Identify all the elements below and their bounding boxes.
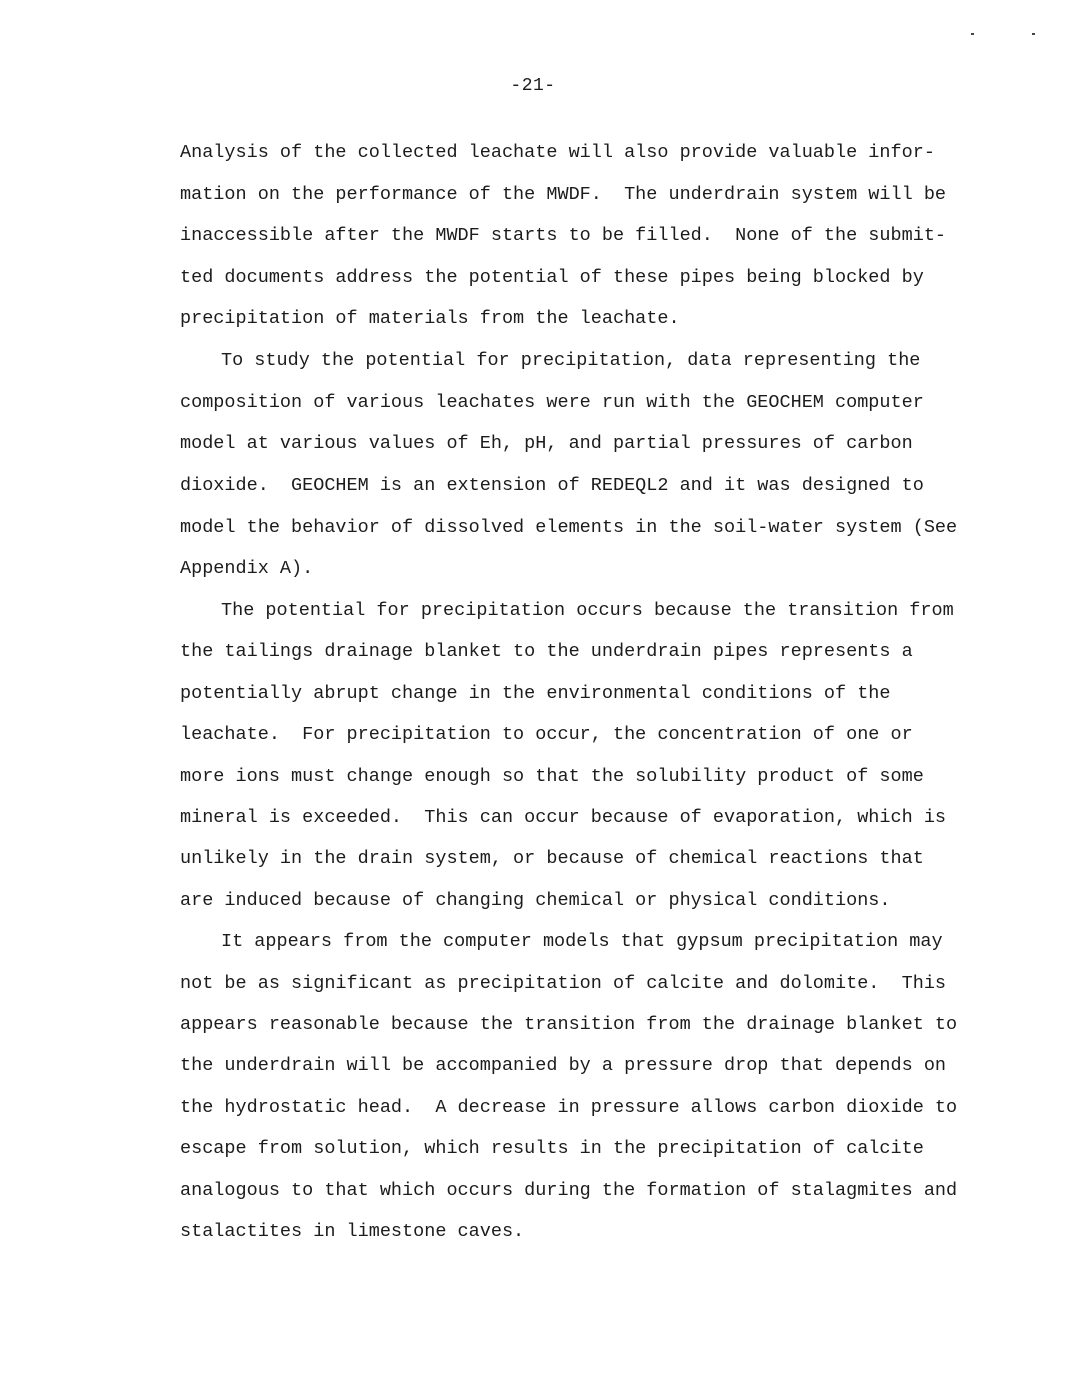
body-line: Appendix A). <box>180 558 314 579</box>
body-line: Analysis of the collected leachate will also provide valuable infor- <box>180 142 935 163</box>
body-line: model the behavior of dissolved elements in the soil-water system (See <box>180 517 958 538</box>
body-line: more ions must change enough so that the solubility product of some <box>180 766 924 787</box>
body-line: are induced because of changing chemical or physical conditions. <box>180 890 891 911</box>
body-line: ted documents address the potential of these pipes being blocked by <box>180 267 924 288</box>
body-line: not be as significant as precipitation of calcite and dolomite. This <box>180 973 947 994</box>
body-line: escape from solution, which results in the precipitation of calcite <box>180 1138 924 1159</box>
body-line: model at various values of Eh, pH, and partial pressures of carbon <box>180 433 913 454</box>
body-line: unlikely in the drain system, or because of chemical reactions that <box>180 848 924 869</box>
body-line: dioxide. GEOCHEM is an extension of REDEQL2 and it was designed to <box>180 475 924 496</box>
body-line: mation on the performance of the MWDF. The underdrain system will be <box>180 184 947 205</box>
page-number: -21- <box>510 76 556 96</box>
body-line: composition of various leachates were run with the GEOCHEM computer <box>180 392 924 413</box>
body-line: The potential for precipitation occurs because the transition from <box>221 600 954 621</box>
body-line: the underdrain will be accompanied by a pressure drop that depends on <box>180 1055 947 1076</box>
body-line: precipitation of materials from the leachate. <box>180 308 680 329</box>
body-line: appears reasonable because the transition from the drainage blanket to <box>180 1014 958 1035</box>
body-line: analogous to that which occurs during the formation of stalagmites and <box>180 1180 958 1201</box>
scan-speck <box>1032 33 1035 35</box>
body-line: potentially abrupt change in the environmental conditions of the <box>180 683 891 704</box>
body-line: mineral is exceeded. This can occur because of evaporation, which is <box>180 807 947 828</box>
body-line: To study the potential for precipitation, data representing the <box>221 350 921 371</box>
body-line: inaccessible after the MWDF starts to be filled. None of the submit- <box>180 225 947 246</box>
body-line: the hydrostatic head. A decrease in pressure allows carbon dioxide to <box>180 1097 958 1118</box>
body-line: stalactites in limestone caves. <box>180 1221 525 1242</box>
body-line: the tailings drainage blanket to the underdrain pipes represents a <box>180 641 913 662</box>
body-line: It appears from the computer models that gypsum precipitation may <box>221 931 943 952</box>
body-line: leachate. For precipitation to occur, the concentration of one or <box>180 724 913 745</box>
scan-speck <box>971 33 974 35</box>
